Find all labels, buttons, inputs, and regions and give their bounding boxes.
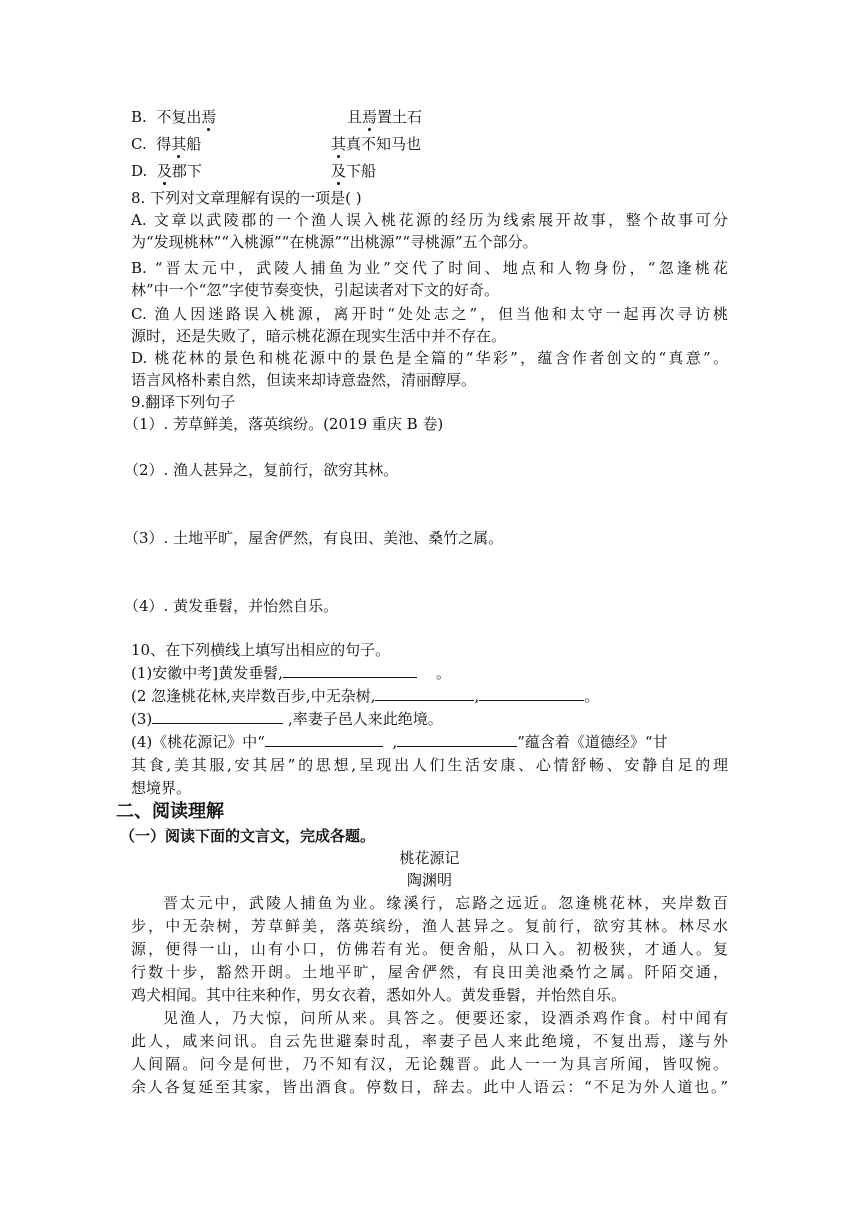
passage-line: 余人各复延至其家，皆出酒食。停数日，辞去。此中人语云：“不足为外人道也。” (131, 1078, 728, 1096)
answer-blank[interactable] (283, 663, 417, 678)
answer-blank[interactable] (479, 686, 584, 701)
q10-item-4: (4)《桃花源记》中“ , ”蕴含着《道德经》“甘 (131, 733, 668, 751)
q10-item-1: (1)安徽中考]黄发垂髫, 。 (131, 664, 451, 682)
option-b-left: B. 不复出焉 (131, 108, 217, 126)
emphasis-dot: 其 (171, 135, 187, 153)
answer-blank[interactable] (265, 732, 383, 747)
q9-sentence-3: （3）. 土地平旷，屋舍俨然，有良田、美池、桑竹之属。 (124, 529, 504, 547)
emphasis-dot: 焉 (201, 108, 217, 126)
passage-line: 源，便得一山，山有小口，仿佛若有光。便舍船，从口入。初极狭，才通人。复 (131, 940, 728, 958)
answer-blank[interactable] (375, 686, 474, 701)
section-heading: 二、阅读理解 (116, 801, 224, 822)
passage-author: 陶渊明 (406, 871, 452, 889)
passage-line: 鸡犬相闻。其中往来种作，男女衣着，悉如外人。黄发垂髫，并怡然自乐。 (131, 986, 627, 1004)
answer-blank[interactable] (152, 709, 283, 724)
emphasis-dot: 焉 (362, 108, 378, 126)
q9-stem: 9.翻译下列句子 (131, 393, 236, 411)
q8-option-c-line2: 源时，还是失败了，暗示桃花源在现实生活中并不存在。 (131, 327, 507, 345)
passage-line: 人间隔。问今是何世，乃不知有汉，无论魏晋。此人一一为具言所闻，皆叹惋。 (131, 1055, 728, 1073)
emphasis-dot: 及 (156, 162, 172, 180)
q10-stem: 10、在下列横线上填写出相应的句子。 (131, 641, 391, 659)
option-b-right: 且焉置土石 (347, 108, 423, 126)
q10-item-4-cont1: 其食,美其服,安其居”的思想,呈现出人们生活安康、心情舒畅、安静自足的理 (131, 756, 728, 774)
q9-sentence-1: （1）. 芳草鲜美，落英缤纷。(2019 重庆 B 卷) (124, 415, 444, 433)
option-d-right: 及下船 (331, 162, 377, 180)
q8-stem: 8. 下列对文章理解有误的一项是( ) (131, 189, 362, 207)
q10-item-2: (2 忽逢桃花林,夹岸数百步,中无杂树, , 。 (131, 687, 600, 705)
emphasis-dot: 其 (331, 135, 347, 153)
option-c-left: C. 得其船 (131, 135, 202, 153)
q10-item-4-cont2: 想境界。 (131, 779, 192, 797)
q8-option-b-line1: B. “晋太元中，武陵人捕鱼为业”交代了时间、地点和人物身份，“忽逢桃花 (131, 259, 728, 277)
q8-option-a-line2: 为“发现桃林”“入桃源”“在桃源”“出桃源”“寻桃源”五个部分。 (131, 233, 538, 251)
emphasis-dot: 及 (331, 162, 347, 180)
passage-line: 见渔人，乃大惊，问所从来。具答之。便要还家，设酒杀鸡作食。村中闻有 (163, 1009, 728, 1027)
option-c-right: 其真不知马也 (331, 135, 422, 153)
q8-option-c-line1: C. 渔人因迷路误入桃源，离开时“处处志之”，但当他和太守一起再次寻访桃 (131, 305, 728, 323)
q9-sentence-4: （4）. 黄发垂髫，并怡然自乐。 (124, 597, 339, 615)
q8-option-a-line1: A. 文章以武陵郡的一个渔人误入桃花源的经历为线索展开故事，整个故事可分 (131, 211, 728, 229)
q10-item-3: (3) ,率妻子邑人来此绝境。 (131, 710, 443, 728)
q9-sentence-2: （2）. 渔人甚异之，复前行，欲穷其林。 (124, 461, 399, 479)
passage-line: 行数十步，豁然开朗。土地平旷，屋舍俨然，有良田美池桑竹之属。阡陌交通， (131, 963, 728, 981)
q8-option-d-line2: 语言风格朴素自然，但读来却诗意盎然，清丽醇厚。 (131, 371, 477, 389)
passage-line: 晋太元中，武陵人捕鱼为业。缘溪行，忘路之远近。忽逢桃花林，夹岸数百 (163, 894, 728, 912)
passage-line: 步，中无杂树，芳草鲜美，落英缤纷，渔人甚异之。复前行，欲穷其林。林尽水 (131, 917, 728, 935)
section-subheading: （一）阅读下面的文言文，完成各题。 (120, 827, 376, 845)
option-d-left: D. 及郡下 (131, 162, 202, 180)
passage-title: 桃花源记 (399, 849, 460, 867)
answer-blank[interactable] (397, 732, 517, 747)
q8-option-d-line1: D. 桃花林的景色和桃花源中的景色是全篇的“华彩”，蕴含作者创文的“真意”。 (131, 349, 728, 367)
q8-option-b-line2: 林”中一个“忽”字使节奏变快，引起读者对下文的好奇。 (131, 281, 500, 299)
passage-line: 此人，咸来问讯。自云先世避秦时乱，率妻子邑人来此绝境，不复出焉，遂与外 (131, 1032, 728, 1050)
